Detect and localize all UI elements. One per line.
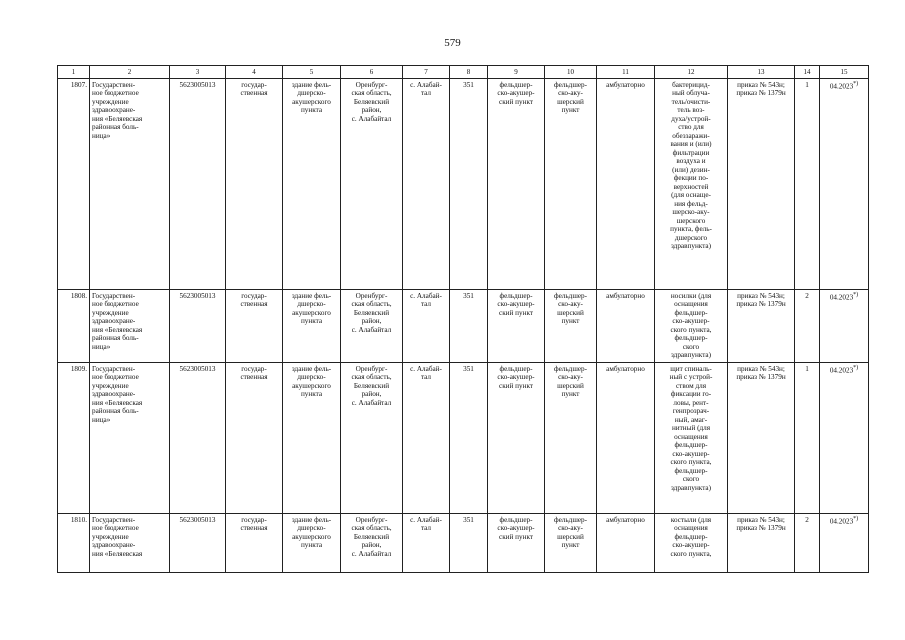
code: 351	[450, 79, 488, 290]
column-number: 2	[90, 66, 170, 79]
column-number: 9	[488, 66, 545, 79]
building-type: здание фель- дшерско- акушерского пункта	[283, 290, 341, 363]
deadline	[820, 513, 869, 572]
column-number: 11	[597, 66, 655, 79]
address: Оренбург- ская область, Беляевский район, с. Алабайтал	[341, 362, 403, 513]
column-number: 12	[655, 66, 728, 79]
equipment: щит спиналь- ный с устрой- ством для фиксации го- ловы, рент- генпрозрач- ный, амаг- нитный (для оснащения фельдшер- ско-акушер- ского пункта, фельдшер- ского здравпункта)	[655, 362, 728, 513]
unit-profile: фельдшер- ско-аку- шерский пункт	[545, 513, 597, 572]
column-number: 3	[170, 66, 226, 79]
inn: 5623005013	[170, 513, 226, 572]
care-condition: амбулаторно	[597, 290, 655, 363]
settlement: с. Алабай- тал	[403, 79, 450, 290]
unit-type: фельдшер- ско-акушер- ский пункт	[488, 513, 545, 572]
deadline-date: 04.2023	[829, 366, 854, 375]
unit-profile: фельдшер- ско-аку- шерский пункт	[545, 79, 597, 290]
row-number: 1809.	[58, 362, 90, 513]
row-number: 1810.	[58, 513, 90, 572]
column-number: 13	[728, 66, 795, 79]
quantity: 1	[795, 362, 820, 513]
code: 351	[450, 513, 488, 572]
ownership-form: государ- ственная	[226, 79, 283, 290]
building-type: здание фель- дшерско- акушерского пункта	[283, 362, 341, 513]
organization-name: Государствен- ное бюджетное учреждение здравоохране- ния «Беляевская районная боль- ница»	[90, 79, 170, 290]
unit-profile: фельдшер- ско-аку- шерский пункт	[545, 362, 597, 513]
table-row	[58, 513, 869, 572]
ownership-form: государ- ственная	[226, 362, 283, 513]
unit-profile: фельдшер- ско-аку- шерский пункт	[545, 290, 597, 363]
address: Оренбург- ская область, Беляевский район, с. Алабайтал	[341, 290, 403, 363]
building-type: здание фель- дшерско- акушерского пункта	[283, 513, 341, 572]
table-row	[58, 362, 869, 513]
settlement: с. Алабай- тал	[403, 290, 450, 363]
order-reference: приказ № 543н; приказ № 1379н	[728, 290, 795, 363]
deadline	[820, 362, 869, 513]
row-number: 1807.	[58, 79, 90, 290]
table-row	[58, 79, 869, 290]
footnote-mark: *)	[853, 81, 859, 87]
organization-name: Государствен- ное бюджетное учреждение здравоохране- ния «Беляевская	[90, 513, 170, 572]
footnote-mark: *)	[853, 364, 859, 371]
footnote-mark: *)	[853, 515, 859, 522]
organization-name: Государствен- ное бюджетное учреждение здравоохране- ния «Беляевская районная боль- ница»	[90, 290, 170, 363]
order-reference: приказ № 543н; приказ № 1379н	[728, 513, 795, 572]
settlement: с. Алабай- тал	[403, 513, 450, 572]
unit-type: фельдшер- ско-акушер- ский пункт	[488, 79, 545, 290]
order-reference: приказ № 543н; приказ № 1379н	[728, 362, 795, 513]
care-condition: амбулаторно	[597, 79, 655, 290]
quantity: 2	[795, 290, 820, 363]
ownership-form: государ- ственная	[226, 290, 283, 363]
column-number: 8	[450, 66, 488, 79]
care-condition: амбулаторно	[597, 513, 655, 572]
deadline	[820, 290, 869, 363]
ownership-form: государ- ственная	[226, 513, 283, 572]
equipment: костыли (для оснащения фельдшер- ско-акушер- ского пункта,	[655, 513, 728, 572]
organization-name: Государствен- ное бюджетное учреждение здравоохране- ния «Беляевская районная боль- ница»	[90, 362, 170, 513]
quantity: 1	[795, 79, 820, 290]
code: 351	[450, 290, 488, 363]
quantity: 2	[795, 513, 820, 572]
inn: 5623005013	[170, 79, 226, 290]
footnote-mark: *)	[853, 292, 859, 298]
row-number: 1808.	[58, 290, 90, 363]
column-number: 15	[820, 66, 869, 79]
address: Оренбург- ская область, Беляевский район, с. Алабайтал	[341, 513, 403, 572]
address: Оренбург- ская область, Беляевский район, с. Алабайтал	[341, 79, 403, 290]
column-number: 10	[545, 66, 597, 79]
inn: 5623005013	[170, 290, 226, 363]
column-number: 5	[283, 66, 341, 79]
unit-type: фельдшер- ско-акушер- ский пункт	[488, 362, 545, 513]
inn: 5623005013	[170, 362, 226, 513]
deadline	[820, 79, 869, 290]
page-number: 579	[444, 37, 461, 49]
unit-type: фельдшер- ско-акушер- ский пункт	[488, 290, 545, 363]
settlement: с. Алабай- тал	[403, 362, 450, 513]
registry-table	[57, 65, 869, 573]
code: 351	[450, 362, 488, 513]
column-number-row	[58, 66, 869, 79]
building-type: здание фель- дшерско- акушерского пункта	[283, 79, 341, 290]
table-row	[58, 290, 869, 363]
column-number: 6	[341, 66, 403, 79]
deadline-date: 04.2023	[829, 517, 854, 526]
equipment: носилки (для оснащения фельдшер- ско-акушер- ского пункта, фельдшер- ского здравпункта)	[655, 290, 728, 363]
column-number: 4	[226, 66, 283, 79]
care-condition: амбулаторно	[597, 362, 655, 513]
equipment: бактерицид- ный облуча- тель/очисти- тель воз- духа/устрой- ство для обеззаражи- вания и (или) фильтрации воздуха и (или) дезин- фекции по- верхностей (для оснаще- ния фельд- шерско-аку- шерского пункта, фель- дшерского здравпункта)	[655, 79, 728, 290]
column-number: 7	[403, 66, 450, 79]
column-number: 1	[58, 66, 90, 79]
deadline-date: 04.2023	[829, 82, 854, 91]
order-reference: приказ № 543н; приказ № 1379н	[728, 79, 795, 290]
column-number: 14	[795, 66, 820, 79]
deadline-date: 04.2023	[829, 293, 854, 302]
